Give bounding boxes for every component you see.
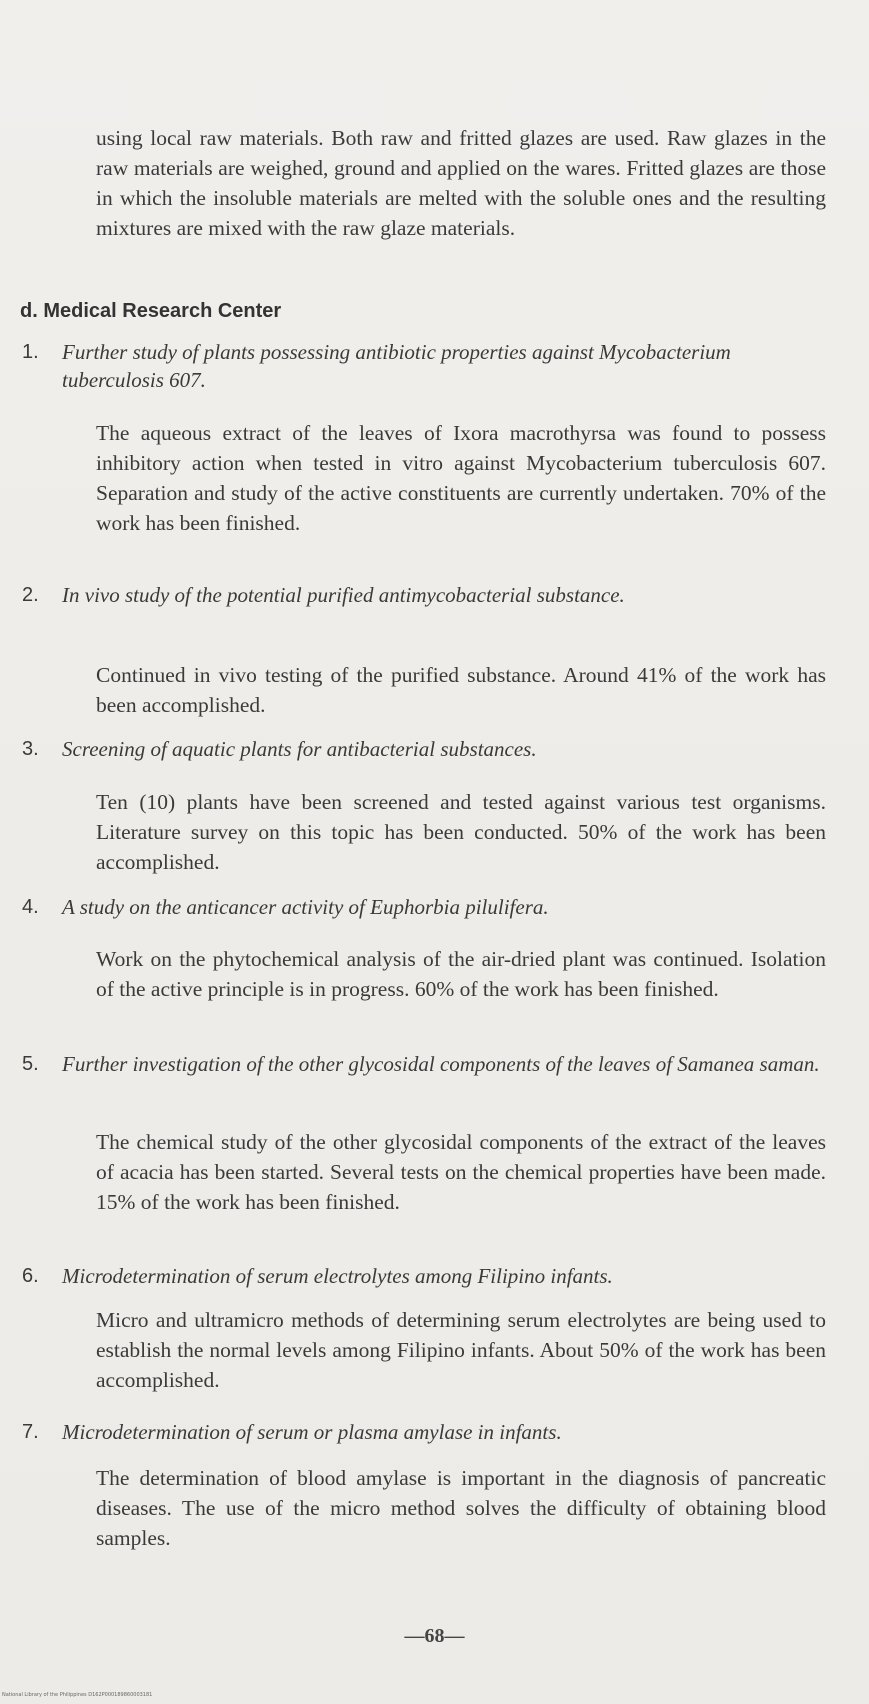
item-title-text: In vivo study of the potential purified antimycobacterial substance. — [62, 583, 625, 607]
item-body-2: Continued in vivo testing of the purified substance. Around 41% of the work has been accomplished. — [96, 663, 826, 717]
item-number: 4. — [22, 896, 39, 918]
item-title-text: A study on the anticancer activity of Euphorbia pilulifera. — [62, 895, 549, 919]
item-title-3 — [22, 735, 832, 763]
item-title-text: Further study of plants possessing antibiotic properties against Mycobacterium tuberculosis 607. — [62, 340, 731, 392]
item-body-4: Work on the phytochemical analysis of the air-dried plant was continued. Isolation of the active principle is in progress. 60% of the work has been finished. — [96, 947, 826, 1001]
item-title-text: Screening of aquatic plants for antibacterial substances. — [62, 737, 537, 761]
item-title-6 — [22, 1262, 832, 1290]
item-body-6: Micro and ultramicro methods of determining serum electrolytes are being used to establish the normal levels among Filipino infants. About 50% of the work has been accomplished. — [96, 1308, 826, 1392]
item-number: 2. — [22, 584, 39, 606]
item-body-5: The chemical study of the other glycosidal components of the extract of the leaves of acacia has been started. Several tests on the chemical properties have been made. 15% of the work has been finished. — [96, 1130, 826, 1214]
item-number: 1. — [22, 341, 39, 363]
item-title-text: Further investigation of the other glycosidal components of the leaves of Samanea saman. — [62, 1052, 820, 1076]
item-number: 5. — [22, 1053, 39, 1075]
item-number: 6. — [22, 1265, 39, 1287]
item-title-1 — [22, 338, 832, 394]
page-number: —68— — [404, 1625, 465, 1647]
item-title-2 — [22, 581, 832, 609]
item-body-1: The aqueous extract of the leaves of Ixora macrothyrsa was found to possess inhibitory action when tested in vitro against Mycobacterium tuberculosis 607. Separation and study of the active constituents are currently undertaken. 70% of the work has been finished. — [96, 421, 826, 535]
item-number: 3. — [22, 738, 39, 760]
scan-credit: National Library of the Philippines D162P000189860003181 — [2, 1692, 153, 1698]
item-title-4 — [22, 893, 832, 921]
item-title-text: Microdetermination of serum electrolytes among Filipino infants. — [62, 1264, 613, 1288]
item-body-3: Ten (10) plants have been screened and tested against various test organisms. Literature survey on this topic has been conducted. 50% of the work has been accomplished. — [96, 790, 826, 874]
item-number: 7. — [22, 1421, 39, 1443]
section-heading: d. Medical Research Center — [20, 300, 282, 322]
intro-paragraph: using local raw materials. Both raw and fritted glazes are used. Raw glazes in the raw materials are weighed, ground and applied on the wares. Fritted glazes are those in which the insoluble materials are melted with the soluble ones and the resulting mixtures are mixed with the raw glaze materials. — [96, 126, 826, 240]
item-body-7: The determination of blood amylase is important in the diagnosis of pancreatic diseases. The use of the micro method solves the difficulty of obtaining blood samples. — [96, 1466, 826, 1550]
item-title-5 — [22, 1050, 832, 1078]
item-title-7 — [22, 1418, 832, 1446]
item-title-text: Microdetermination of serum or plasma amylase in infants. — [62, 1420, 562, 1444]
